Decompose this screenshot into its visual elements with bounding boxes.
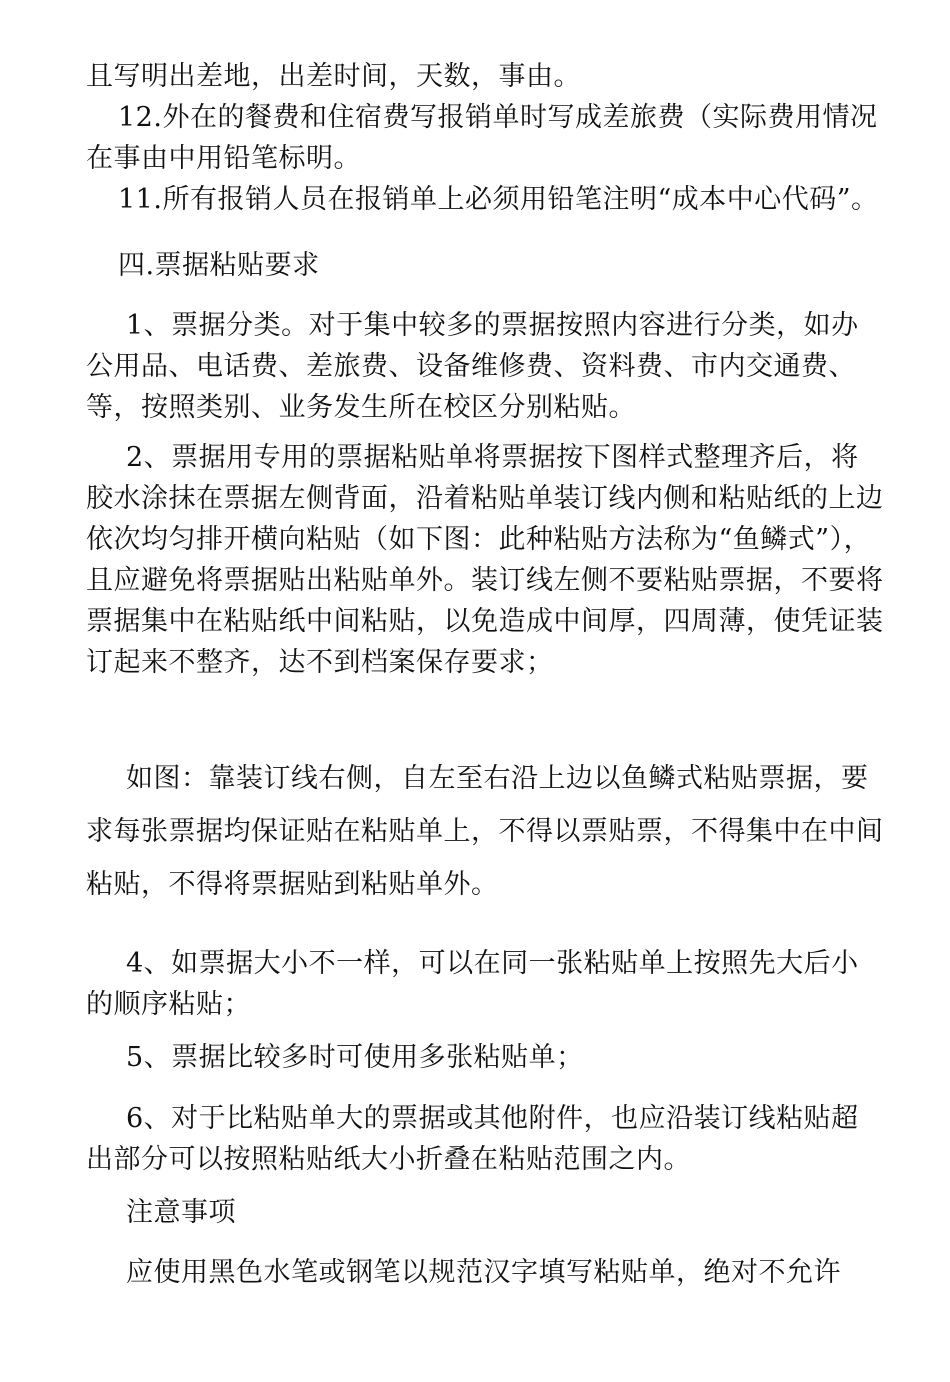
paragraph-rule-6: 6、对于比粘贴单大的票据或其他附件，也应沿装订线粘贴超出部分可以按照粘贴纸大小折叠在粘贴范围之内。 (86, 1103, 859, 1175)
paragraph-item-11: 11.所有报销人员在报销单上必须用铅笔注明“成本中心代码”。 (118, 184, 879, 215)
section-heading-bill-pasting: 四.票据粘贴要求 (118, 250, 320, 281)
paragraph-figure-description: 如图：靠装订线右侧，自左至右沿上边以鱼鳞式粘贴票据，要求每张票据均保证贴在粘贴单上，不得以票贴票，不得集中在中间粘贴，不得将票据贴到粘贴单外。 (86, 763, 884, 900)
paragraph-item-12: 12.外在的餐费和住宿费写报销单时写成差旅费（实际费用情况在事由中用铅笔标明。 (86, 102, 878, 174)
paragraph-rule-2: 2、票据用专用的票据粘贴单将票据按下图样式整理齐后，将胶水涂抹在票据左侧背面，沿着粘贴单装订线内侧和粘贴纸的上边依次均匀排开横向粘贴（如下图：此种粘贴方法称为“鱼鳞式”），且应避免将票据贴出粘贴单外。装订线左侧不要粘贴票据，不要将票据集中在粘贴纸中间粘贴，以免造成中间厚，四周薄，使凭证装订起来不整齐，达不到档案保存要求； (86, 442, 884, 678)
paragraph-rule-4: 4、如票据大小不一样，可以在同一张粘贴单上按照先大后小的顺序粘贴； (86, 948, 859, 1020)
paragraph-notes-text: 应使用黑色水笔或钢笔以规范汉字填写粘贴单，绝对不允许 (126, 1257, 841, 1288)
section-heading-notes: 注意事项 (126, 1197, 236, 1228)
paragraph-rule-5: 5、票据比较多时可使用多张粘贴单； (126, 1042, 584, 1073)
paragraph-travel-details: 且写明出差地，出差时间，天数，事由。 (86, 61, 581, 92)
paragraph-rule-1: 1、票据分类。对于集中较多的票据按照内容进行分类，如办公用品、电话费、差旅费、设备维修费、资料费、市内交通费、等，按照类别、业务发生所在校区分别粘贴。 (86, 310, 859, 423)
